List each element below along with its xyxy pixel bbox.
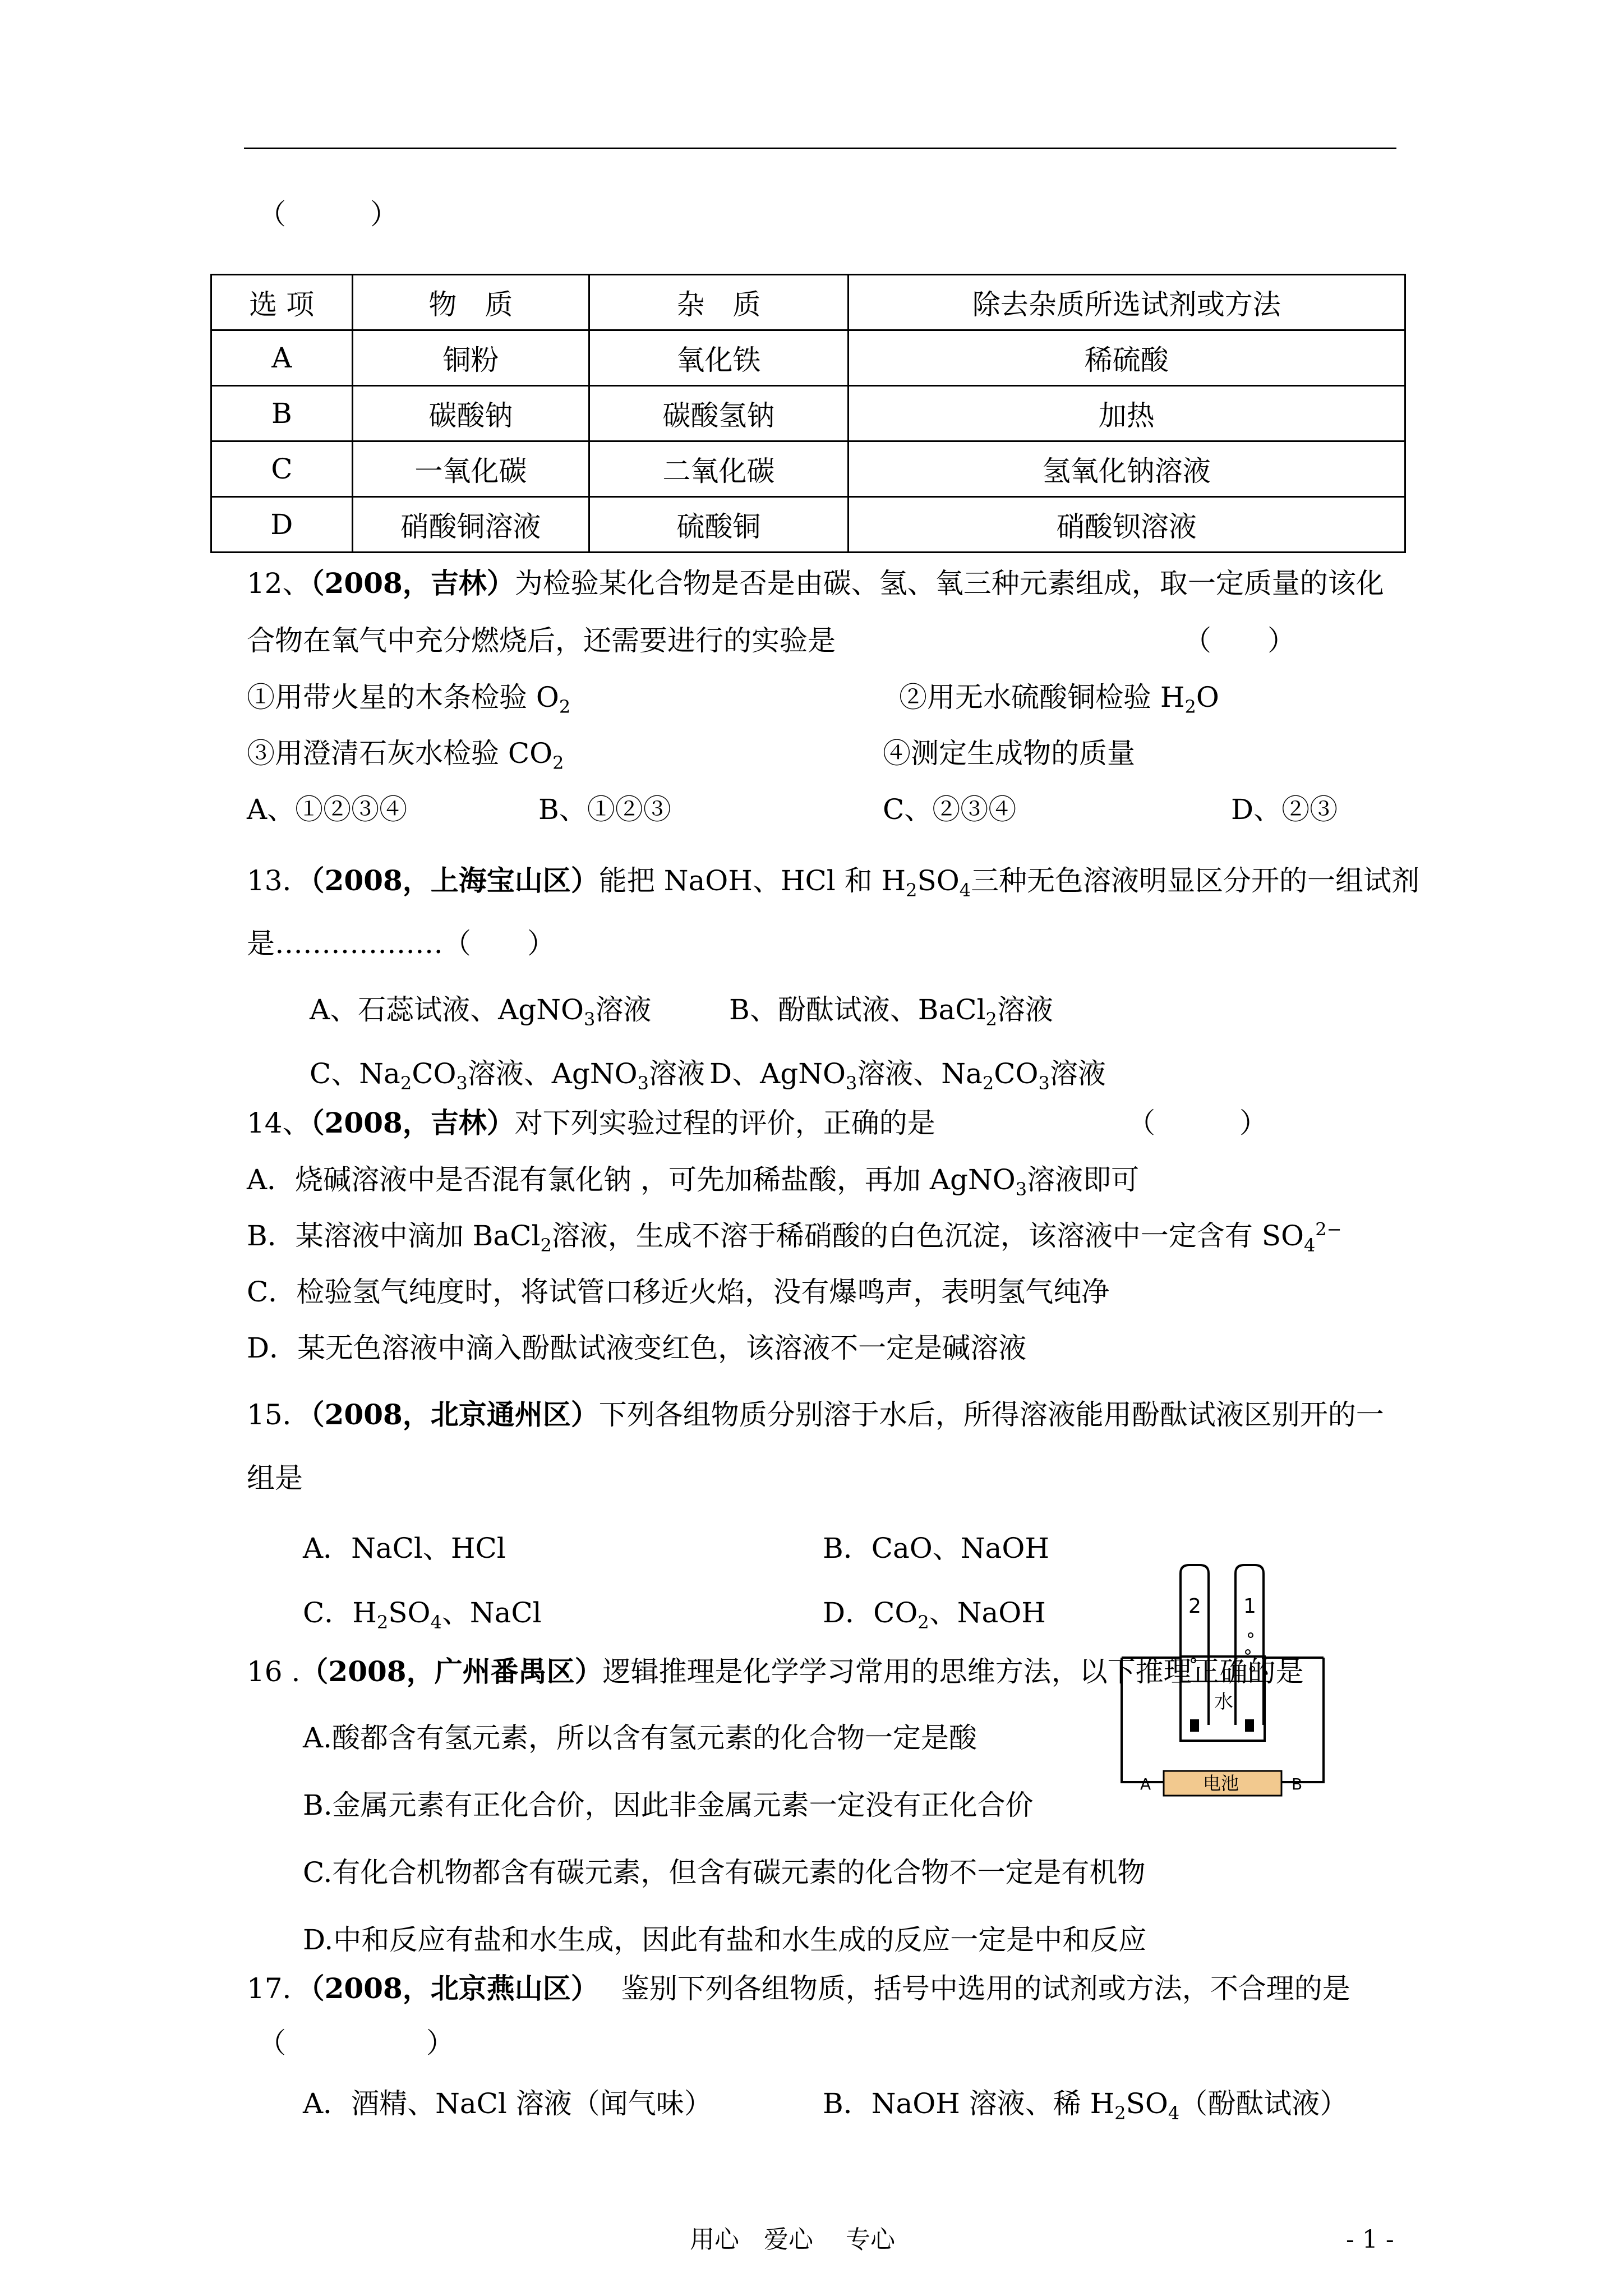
table-cell: B (211, 386, 353, 441)
table-header-cell: 杂 质 (589, 275, 848, 330)
q15-option-b: B．CaO、NaOH (823, 1532, 1049, 1565)
table-cell: 二氧化碳 (589, 441, 848, 497)
table-cell: 氧化铁 (589, 330, 848, 386)
bubble-icon (1246, 1650, 1250, 1654)
tube-label-left: 2 (1188, 1595, 1201, 1618)
table-header-cell: 物 质 (352, 275, 589, 330)
q13-line-2: 是………………（ ） (247, 927, 555, 960)
q12-item-3: ③用澄清石灰水检验 $CO_2$ (247, 737, 564, 774)
table-cell: 硝酸铜溶液 (352, 497, 589, 553)
q13-option-d: D、AgNO$_3$溶液、$Na_2CO_3$溶液 (709, 1057, 1106, 1094)
q16-option-b: B.金属元素有正化合价，因此非金属元素一定没有正化合价 (303, 1789, 1034, 1821)
q12-option-a: A、①②③④ (247, 793, 408, 826)
bubble-icon (1248, 1633, 1253, 1637)
q14-option-a: A．烧碱溶液中是否混有氯化钠 ，可先加稀盐酸，再加 AgNO$_3$溶液即可 (247, 1163, 1140, 1200)
table-cell: 碳酸钠 (352, 386, 589, 441)
q15-option-a: A．NaCl、HCl (303, 1532, 506, 1565)
q15-line-2: 组是 (247, 1462, 303, 1494)
q12-item-2: ②用无水硫酸铜检验 $H_2O$ (899, 681, 1219, 717)
table-cell: 铜粉 (352, 330, 589, 386)
q12-item-1: ①用带火星的木条检验 $O_2$ (247, 681, 571, 717)
test-tube-left (1181, 1565, 1209, 1725)
table-cell: D (211, 497, 353, 553)
terminal-b-label: B (1292, 1775, 1303, 1793)
table-row (211, 497, 1405, 553)
tube-label-right: 1 (1243, 1595, 1256, 1618)
q12-answer-blank: （ ） (1183, 624, 1295, 657)
q15-option-d: D．$CO_2$、NaOH (823, 1596, 1046, 1633)
page-number: - 1 - (1346, 2225, 1394, 2254)
q14-line-1: 14、（2008，吉林）对下列实验过程的评价，正确的是 (247, 1106, 935, 1139)
q14-answer-blank: （ ） (1127, 1107, 1267, 1139)
q14-option-d: D．某无色溶液中滴入酚酞试液变红色，该溶液不一定是碱溶液 (247, 1332, 1027, 1364)
impurity-table (210, 274, 1406, 553)
table-cell: 硝酸钡溶液 (848, 497, 1405, 553)
header-rule (244, 148, 1396, 149)
q16-line-1: 16 .（2008，广州番禺区）逻辑推理是化学学习常用的思维方法，以下推理正确的是 (247, 1655, 1304, 1688)
electrode-right (1245, 1719, 1254, 1732)
q15-option-c: C．$H_2SO_4$、NaCl (303, 1596, 542, 1633)
question-number: 12、 (247, 567, 311, 600)
q13-option-a: A、石蕊试液、AgNO$_3$溶液 (310, 993, 652, 1030)
electrode-left (1190, 1719, 1199, 1732)
terminal-a-label: A (1140, 1775, 1151, 1793)
q12-line-1 (247, 567, 1384, 600)
q17-option-b: B．NaOH 溶液、稀 $H_2SO_4$（酚酞试液） (823, 2087, 1348, 2124)
q12-item-4: ④测定生成物的质量 (883, 737, 1135, 770)
table-header-cell: 除去杂质所选试剂或方法 (848, 275, 1405, 330)
q17-line-1: 17．（2008，北京燕山区） 鉴别下列各组物质，括号中选用的试剂或方法，不合理的是 (247, 1972, 1350, 2005)
table-cell: 硫酸铜 (589, 497, 848, 553)
q14-option-b: B．某溶液中滴加 BaCl$_2$溶液，生成不溶于稀硝酸的白色沉淀，该溶液中一定含有 $SO_4^{2-}$ (247, 1218, 1342, 1256)
table-cell: C (211, 441, 353, 497)
table-cell: 一氧化碳 (352, 441, 589, 497)
answer-blank: （ ） (258, 198, 398, 231)
footer-motto: 用心 爱心 专心 (690, 2225, 895, 2254)
q12-option-c: C、②③④ (883, 793, 1017, 826)
battery-label: 电池 (1203, 1773, 1239, 1794)
water-label: 水 (1214, 1691, 1233, 1713)
table-cell: A (211, 330, 353, 386)
question-text: 合物在氧气中充分燃烧后，还需要进行的实验是 (247, 624, 836, 657)
q13-option-b: B、酚酞试液、BaCl$_2$溶液 (729, 993, 1053, 1030)
table-row (211, 386, 1405, 441)
q12-option-d: D、②③ (1231, 793, 1338, 826)
question-source: （2008，吉林） (310, 567, 515, 600)
table-header-cell: 选 项 (211, 275, 353, 330)
table-row (211, 441, 1405, 497)
table-cell: 氢氧化钠溶液 (848, 441, 1405, 497)
q17-option-a: A．酒精、NaCl 溶液（闻气味） (303, 2087, 712, 2120)
q13-line-1: 13．（2008，上海宝山区）能把 NaOH、HCl 和 $H_2SO_4$三种无色溶液明显区分开的一组试剂 (247, 864, 1420, 901)
table-header-row (211, 275, 1405, 330)
table-cell: 稀硫酸 (848, 330, 1405, 386)
q16-option-c: C.有化合机物都含有碳元素，但含有碳元素的化合物不一定是有机物 (303, 1856, 1146, 1889)
q12-option-b: B、①②③ (538, 793, 671, 826)
electrolysis-apparatus-diagram (1113, 1562, 1332, 1820)
q16-option-d: D.中和反应有盐和水生成，因此有盐和水生成的反应一定是中和反应 (303, 1924, 1147, 1956)
test-tube-right (1235, 1565, 1264, 1725)
q12-line-2 (247, 624, 836, 657)
q14-option-c: C．检验氢气纯度时，将试管口移近火焰，没有爆鸣声，表明氢气纯净 (247, 1276, 1110, 1308)
q17-answer-blank: （ ） (258, 2027, 454, 2059)
table-row (211, 330, 1405, 386)
table-cell: 加热 (848, 386, 1405, 441)
q15-line-1: 15．（2008，北京通州区）下列各组物质分别溶于水后，所得溶液能用酚酞试液区别开的一 (247, 1398, 1384, 1431)
q16-option-a: A.酸都含有氢元素，所以含有氢元素的化合物一定是酸 (303, 1722, 978, 1754)
q13-option-c: C、$Na_2CO_3$溶液、AgNO$_3$溶液 (310, 1057, 706, 1094)
table-cell: 碳酸氢钠 (589, 386, 848, 441)
question-text: 为检验某化合物是否是由碳、氢、氧三种元素组成，取一定质量的该化 (514, 567, 1384, 600)
